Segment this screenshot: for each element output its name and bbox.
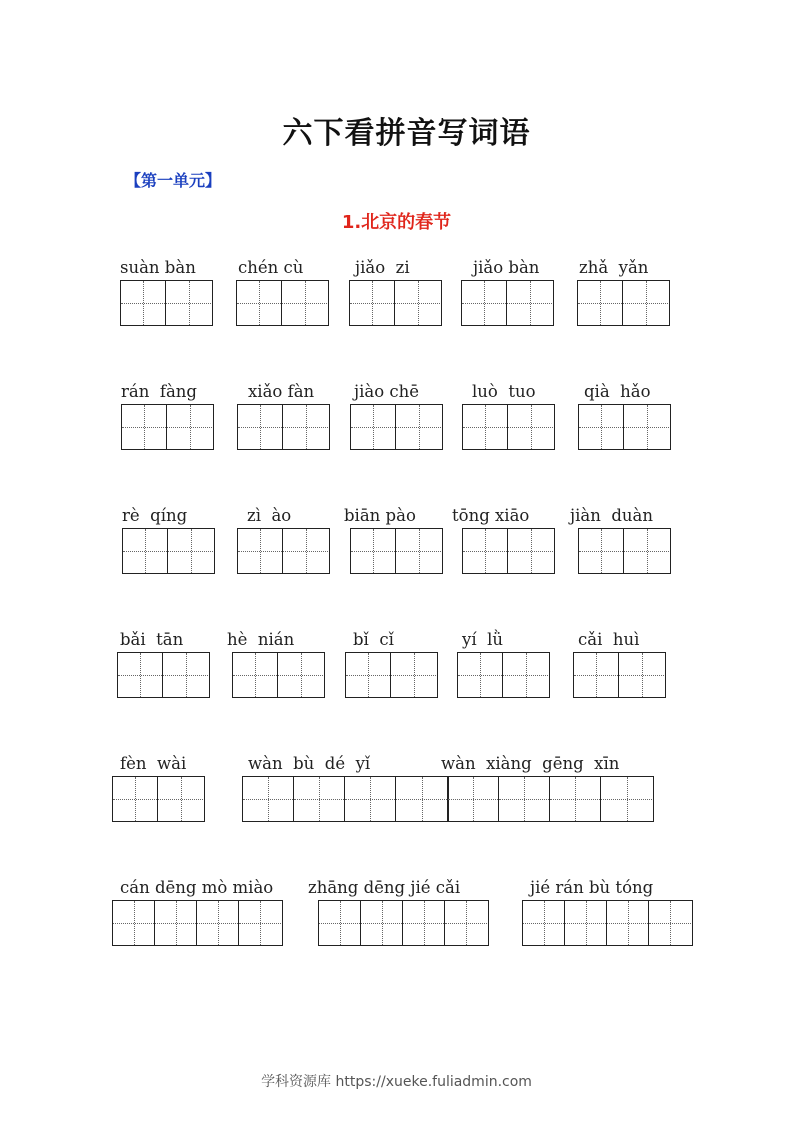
grid-cell[interactable] <box>163 653 208 697</box>
writing-grid[interactable] <box>349 280 442 326</box>
grid-cell[interactable] <box>121 281 166 325</box>
writing-grid[interactable] <box>577 280 670 326</box>
grid-cell[interactable] <box>113 777 158 821</box>
writing-grid[interactable] <box>117 652 210 698</box>
grid-cell[interactable] <box>396 405 441 449</box>
writing-grid[interactable] <box>462 528 555 574</box>
pinyin-label: hè nián <box>227 630 295 649</box>
writing-grid[interactable] <box>461 280 554 326</box>
grid-cell[interactable] <box>168 529 213 573</box>
pinyin-label: fèn wài <box>120 754 187 773</box>
grid-cell[interactable] <box>123 529 168 573</box>
grid-cell[interactable] <box>395 281 440 325</box>
unit-label: 【第一单元】 <box>125 171 222 190</box>
grid-cell[interactable] <box>574 653 619 697</box>
pinyin-label: luò tuo <box>472 382 536 401</box>
grid-cell[interactable] <box>350 281 395 325</box>
grid-cell[interactable] <box>458 653 503 697</box>
writing-grid[interactable] <box>318 900 489 946</box>
grid-cell[interactable] <box>396 529 441 573</box>
grid-cell[interactable] <box>197 901 239 945</box>
page-title: 六下看拼音写词语 <box>282 116 531 151</box>
grid-cell[interactable] <box>448 777 499 821</box>
grid-cell[interactable] <box>624 529 669 573</box>
grid-cell[interactable] <box>579 529 624 573</box>
writing-grid[interactable] <box>232 652 325 698</box>
writing-grid[interactable] <box>578 528 671 574</box>
grid-cell[interactable] <box>403 901 445 945</box>
pinyin-label: cǎi huì <box>578 630 640 649</box>
grid-cell[interactable] <box>238 405 283 449</box>
writing-grid[interactable] <box>350 404 443 450</box>
grid-cell[interactable] <box>578 281 623 325</box>
pinyin-label: yí lǜ <box>462 630 503 649</box>
pinyin-label: biān pào <box>344 506 416 525</box>
pinyin-label: jiàn duàn <box>570 506 653 525</box>
pinyin-label: jiǎo zi <box>355 258 410 277</box>
grid-cell[interactable] <box>282 281 327 325</box>
pinyin-label: bǎi tān <box>120 630 184 649</box>
pinyin-label: suàn bàn <box>120 258 196 277</box>
pinyin-label: wàn xiàng gēng xīn <box>441 754 620 773</box>
pinyin-label: xiǎo fàn <box>248 382 315 401</box>
writing-grid[interactable] <box>237 528 330 574</box>
grid-cell[interactable] <box>239 901 281 945</box>
lesson-title: 1.北京的春节 <box>341 212 452 233</box>
pinyin-label: chén cù <box>238 258 304 277</box>
grid-cell[interactable] <box>345 777 396 821</box>
pinyin-label: zhǎ yǎn <box>579 258 649 277</box>
pinyin-label: zhāng dēng jié cǎi <box>308 878 461 897</box>
writing-grid[interactable] <box>242 776 449 822</box>
writing-grid[interactable] <box>112 900 283 946</box>
writing-grid[interactable] <box>237 404 330 450</box>
pinyin-label: bǐ cǐ <box>353 630 394 649</box>
grid-cell[interactable] <box>294 777 345 821</box>
grid-cell[interactable] <box>233 653 278 697</box>
writing-grid[interactable] <box>121 404 214 450</box>
grid-cell[interactable] <box>283 529 328 573</box>
grid-cell[interactable] <box>463 529 508 573</box>
grid-cell[interactable] <box>601 777 652 821</box>
writing-grid[interactable] <box>122 528 215 574</box>
writing-grid[interactable] <box>578 404 671 450</box>
writing-grid[interactable] <box>345 652 438 698</box>
grid-cell[interactable] <box>565 901 607 945</box>
grid-cell[interactable] <box>507 281 552 325</box>
writing-grid[interactable] <box>350 528 443 574</box>
grid-cell[interactable] <box>503 653 548 697</box>
grid-cell[interactable] <box>278 653 323 697</box>
grid-cell[interactable] <box>351 405 396 449</box>
pinyin-label: jié rán bù tóng <box>530 878 654 897</box>
grid-cell[interactable] <box>523 901 565 945</box>
grid-cell[interactable] <box>238 529 283 573</box>
writing-grid[interactable] <box>457 652 550 698</box>
pinyin-label: rán fàng <box>121 382 197 401</box>
grid-cell[interactable] <box>623 281 668 325</box>
pinyin-label: zì ào <box>247 506 292 525</box>
grid-cell[interactable] <box>619 653 664 697</box>
grid-cell[interactable] <box>391 653 436 697</box>
grid-cell[interactable] <box>550 777 601 821</box>
grid-cell[interactable] <box>361 901 403 945</box>
grid-cell[interactable] <box>113 901 155 945</box>
grid-cell[interactable] <box>396 777 447 821</box>
grid-cell[interactable] <box>155 901 197 945</box>
writing-grid[interactable] <box>447 776 654 822</box>
pinyin-label: wàn bù dé yǐ <box>248 754 371 773</box>
pinyin-label: jiào chē <box>354 382 420 401</box>
pinyin-label: qià hǎo <box>584 382 651 401</box>
pinyin-label: cán dēng mò miào <box>120 878 274 897</box>
grid-cell[interactable] <box>237 281 282 325</box>
grid-cell[interactable] <box>283 405 328 449</box>
writing-grid[interactable] <box>573 652 666 698</box>
grid-cell[interactable] <box>243 777 294 821</box>
grid-cell[interactable] <box>166 281 211 325</box>
grid-cell[interactable] <box>462 281 507 325</box>
pinyin-label: rè qíng <box>122 506 188 525</box>
grid-cell[interactable] <box>158 777 203 821</box>
grid-cell[interactable] <box>351 529 396 573</box>
grid-cell[interactable] <box>319 901 361 945</box>
grid-cell[interactable] <box>346 653 391 697</box>
grid-cell[interactable] <box>508 529 553 573</box>
grid-cell[interactable] <box>118 653 163 697</box>
writing-grid[interactable] <box>120 280 213 326</box>
grid-cell[interactable] <box>167 405 212 449</box>
grid-cell[interactable] <box>579 405 624 449</box>
writing-grid[interactable] <box>462 404 555 450</box>
grid-cell[interactable] <box>624 405 669 449</box>
grid-cell[interactable] <box>499 777 550 821</box>
grid-cell[interactable] <box>508 405 553 449</box>
pinyin-label: jiǎo bàn <box>473 258 540 277</box>
grid-cell[interactable] <box>463 405 508 449</box>
grid-cell[interactable] <box>649 901 691 945</box>
pinyin-label: tōng xiāo <box>452 506 530 525</box>
footer-source: 学科资源库 https://xueke.fuliadmin.com <box>261 1074 532 1090</box>
writing-grid[interactable] <box>236 280 329 326</box>
grid-cell[interactable] <box>607 901 649 945</box>
writing-grid[interactable] <box>522 900 693 946</box>
grid-cell[interactable] <box>445 901 487 945</box>
grid-cell[interactable] <box>122 405 167 449</box>
writing-grid[interactable] <box>112 776 205 822</box>
